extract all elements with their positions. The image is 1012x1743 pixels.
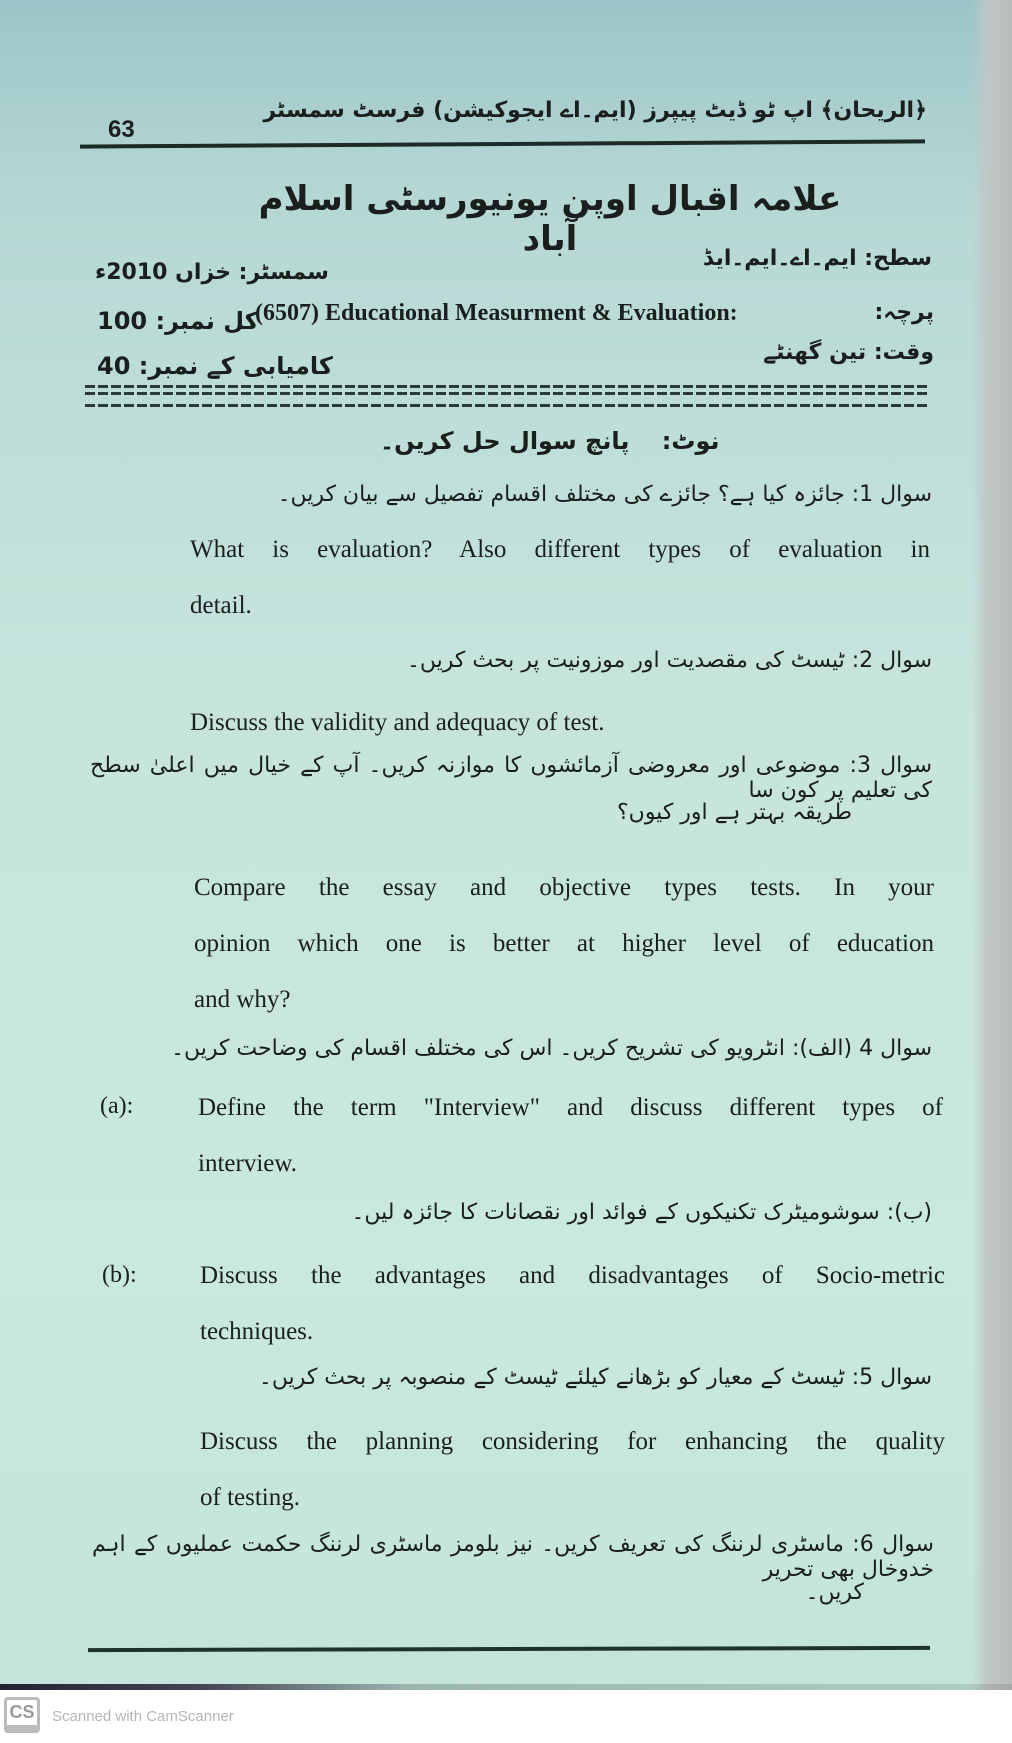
question-4b-urdu: (ب): سوشومیٹرک تکنیکوں کے فوائد اور نقصانات کا جائزہ لیں۔ xyxy=(351,1200,932,1225)
question-4a-line-2: interview. xyxy=(198,1150,298,1177)
question-2-english xyxy=(190,695,930,751)
question-1-line-2: detail. xyxy=(190,592,252,619)
question-3-line-2: opinion which one is better at higher level of education xyxy=(194,930,934,957)
question-4a-english xyxy=(198,1080,943,1192)
running-head: ﴿الریحان﴾ اپ ٹو ڈیٹ پیپرز (ایم۔اے ایجوکیشن) فرسٹ سمسٹر xyxy=(263,98,927,123)
divider-double-third xyxy=(85,404,930,407)
question-4b-english xyxy=(200,1248,945,1360)
question-3-urdu: سوال 3: موضوعی اور معروضی آزمائشوں کا موازنہ کریں۔ آپ کے خیال میں اعلیٰ سطح کی تعلیم پر کون سا xyxy=(90,753,933,803)
question-4b-line-2: techniques. xyxy=(200,1318,314,1345)
question-3-english xyxy=(194,860,934,1028)
question-6-urdu-cont: کریں۔ xyxy=(805,1580,864,1605)
question-2-urdu: سوال 2: ٹیسٹ کی مقصدیت اور موزونیت پر بحث کریں۔ xyxy=(407,648,932,673)
footer-rule xyxy=(88,1646,930,1652)
question-5-line-1: Discuss the planning considering for enhancing the quality xyxy=(200,1428,945,1455)
question-4b-label: (b): xyxy=(102,1262,137,1288)
question-4a-urdu: سوال 4 (الف): انٹرویو کی تشریح کریں۔ اس کی مختلف اقسام کی وضاحت کریں۔ xyxy=(171,1036,932,1061)
total-marks: کل نمبر: 100 xyxy=(97,307,259,335)
question-1-line-1: What is evaluation? Also different types of evaluation in xyxy=(190,536,930,563)
note-label: نوٹ: xyxy=(661,427,720,455)
question-4a-line-1: Define the term "Interview" and discuss different types of xyxy=(198,1094,943,1121)
university-title: علامہ اقبال اوپن یونیورسٹی اسلام آباد xyxy=(258,179,842,259)
paper-label: پرچہ: xyxy=(874,300,934,325)
question-1-urdu: سوال 1: جائزہ کیا ہے؟ جائزے کی مختلف اقسام تفصیل سے بیان کریں۔ xyxy=(277,482,932,507)
question-5-urdu: سوال 5: ٹیسٹ کے معیار کو بڑھانے کیلئے ٹیسٹ کے منصوبہ پر بحث کریں۔ xyxy=(258,1365,932,1390)
question-6-urdu: سوال 6: ماسٹری لرننگ کی تعریف کریں۔ نیز بلومز ماسٹری لرننگ حکمت عملیوں کے اہم خدوخال بھی تحریر xyxy=(92,1532,934,1582)
question-3-urdu-cont: طریقہ بہتر ہے اور کیوں؟ xyxy=(616,800,852,825)
exam-semester: سمسٹر: خزاں 2010ء xyxy=(95,260,329,285)
question-3-line-1: Compare the essay and objective types tests. In your xyxy=(194,874,934,901)
page-bottom-edge xyxy=(0,1684,1012,1690)
instructions-note xyxy=(380,427,720,455)
page-number: 63 xyxy=(108,116,135,143)
question-2-line-1: Discuss the validity and adequacy of test. xyxy=(190,709,605,736)
note-text: پانچ سوال حل کریں۔ xyxy=(380,427,630,455)
paper-title: (6507) Educational Measurment & Evaluation: xyxy=(255,300,738,326)
question-3-line-3: and why? xyxy=(194,986,291,1013)
divider-double-top xyxy=(85,385,930,388)
camscanner-logo-icon: CS xyxy=(4,1697,40,1733)
exam-time: وقت: تین گھنٹے xyxy=(763,340,934,365)
question-5-english xyxy=(200,1414,945,1526)
camscanner-watermark: Scanned with CamScanner xyxy=(52,1708,234,1725)
exam-level: سطح: ایم۔اے۔ایم۔ایڈ xyxy=(702,246,932,271)
question-4a-label: (a): xyxy=(100,1093,134,1119)
passing-marks: کامیابی کے نمبر: 40 xyxy=(97,352,333,380)
header-rule xyxy=(80,139,925,148)
question-1-english xyxy=(190,522,930,634)
page-edge-shadow xyxy=(972,0,1012,1690)
question-4b-line-1: Discuss the advantages and disadvantages of Socio-metric xyxy=(200,1262,945,1289)
question-5-line-2: of testing. xyxy=(200,1484,300,1511)
divider-double-bottom xyxy=(85,392,930,395)
